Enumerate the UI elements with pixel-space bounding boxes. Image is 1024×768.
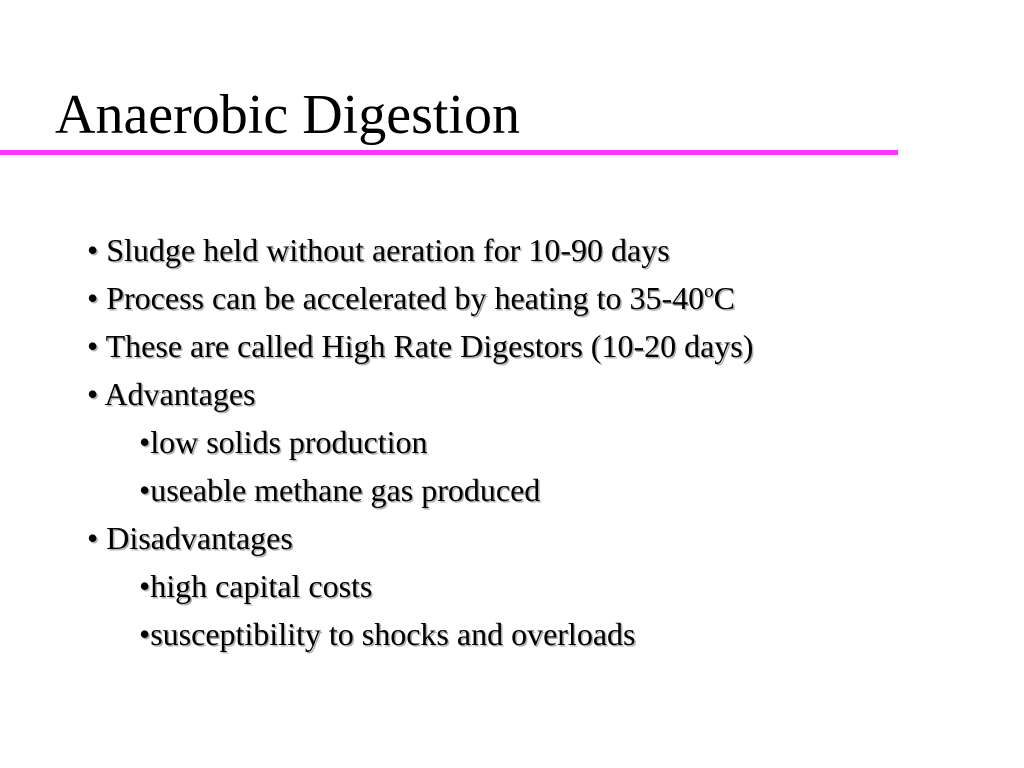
bullet-item-disadvantages — [87, 514, 753, 562]
sub-bullet-marker: • — [139, 616, 151, 652]
sub-bullet-marker: • — [139, 472, 151, 508]
bullet-text: Process can be accelerated by heating to 35-40 — [106, 280, 705, 316]
bullet-marker: • — [87, 328, 106, 364]
bullet-item-sludge-held — [87, 226, 753, 274]
bullet-list — [87, 226, 753, 658]
title-underline — [0, 150, 898, 155]
sub-bullet-text: useable methane gas produced — [150, 472, 541, 508]
sub-bullet-capital-costs — [87, 562, 753, 610]
bullet-text: These are called High Rate Digestors (10-20 days) — [105, 328, 754, 364]
sub-bullet-text: susceptibility to shocks and overloads — [150, 616, 636, 652]
sub-bullet-methane-gas — [87, 466, 753, 514]
temperature-unit: C — [713, 280, 736, 316]
sub-bullet-marker: • — [139, 424, 151, 460]
bullet-text: Disadvantages — [106, 520, 293, 556]
sub-bullet-shocks-overloads — [87, 610, 753, 658]
bullet-text: Sludge held without aeration for 10-90 days — [106, 232, 670, 268]
sub-bullet-text: high capital costs — [150, 568, 373, 604]
sub-bullet-marker: • — [139, 568, 151, 604]
bullet-marker: • — [87, 520, 107, 556]
bullet-text: Advantages — [104, 376, 256, 412]
bullet-item-advantages — [87, 370, 753, 418]
slide-title: Anaerobic Digestion — [55, 84, 520, 146]
sub-bullet-text: low solids production — [150, 424, 428, 460]
bullet-marker: • — [87, 232, 107, 268]
sub-bullet-low-solids — [87, 418, 753, 466]
degree-superscript: o — [704, 281, 714, 302]
bullet-item-process-accelerated — [87, 274, 753, 322]
bullet-item-high-rate-digestors — [87, 322, 753, 370]
bullet-marker: • — [87, 280, 107, 316]
bullet-marker: • — [87, 376, 105, 412]
